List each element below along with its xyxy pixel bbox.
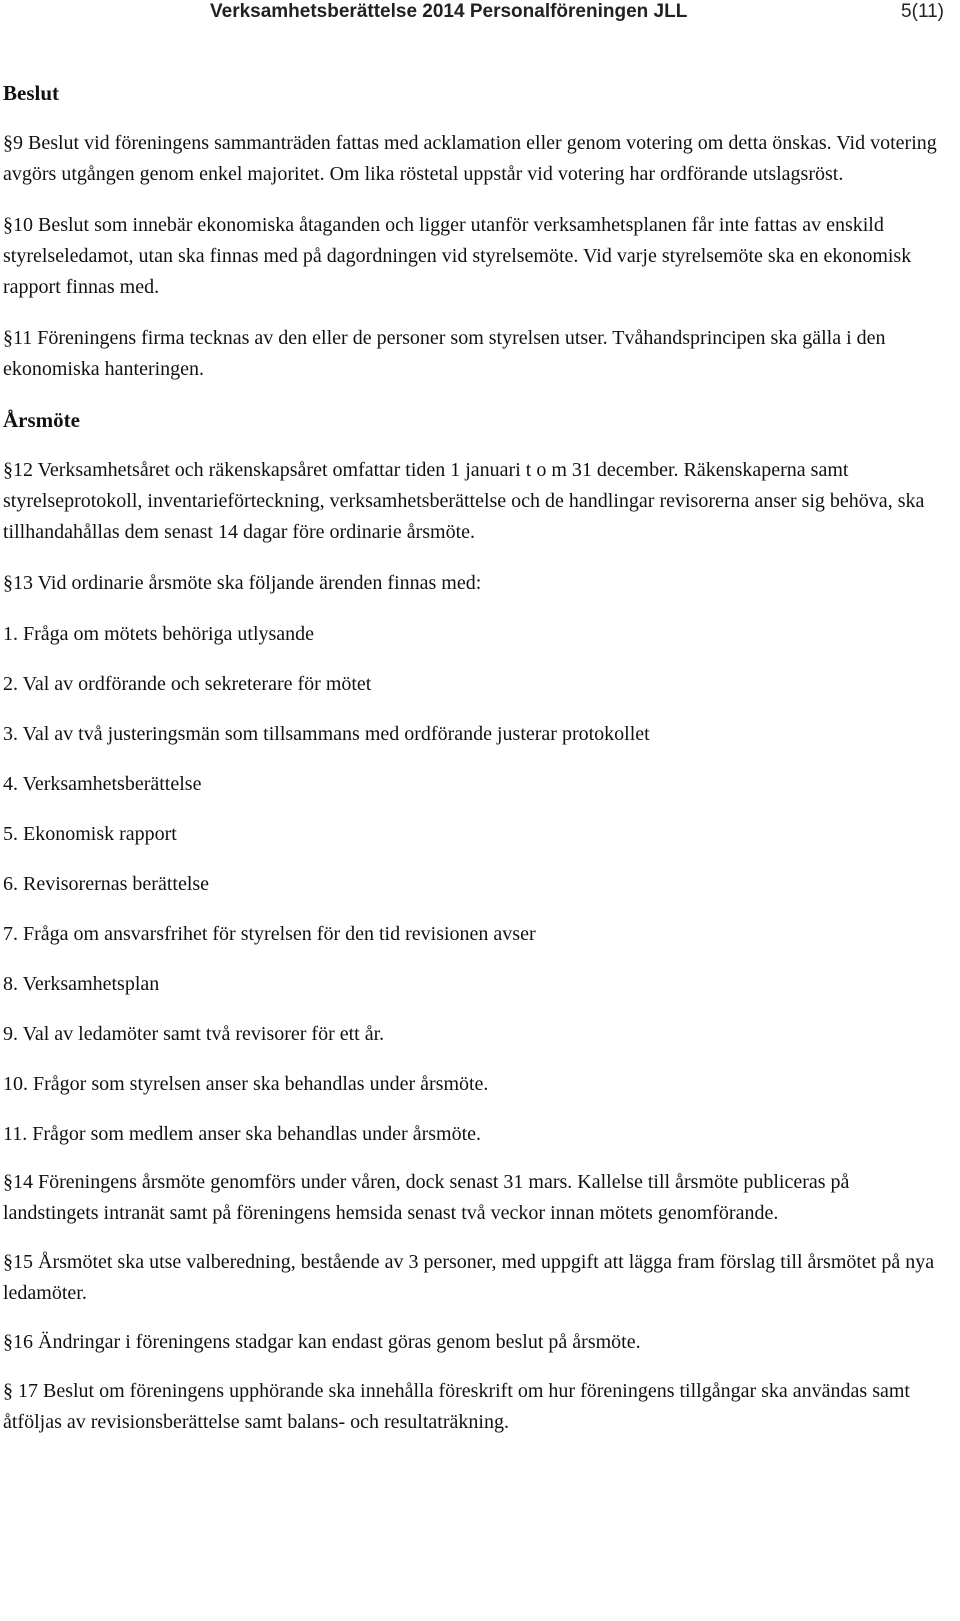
agenda-item: 8. Verksamhetsplan: [3, 973, 160, 995]
agenda-item: 6. Revisorernas berättelse: [3, 873, 210, 895]
agenda-item: 9. Val av ledamöter samt två revisorer för ett år.: [3, 1023, 385, 1045]
agenda-item: 5. Ekonomisk rapport: [3, 823, 177, 845]
agenda-item: 11. Frågor som medlem anser ska behandlas under årsmöte.: [3, 1123, 482, 1145]
agenda-item: 3. Val av två justeringsmän som tillsammans med ordförande justerar protokollet: [3, 723, 650, 745]
document-body: [3, 80, 943, 1438]
agenda-item: 1. Fråga om mötets behöriga utlysande: [3, 623, 315, 645]
agenda-item: 10. Frågor som styrelsen anser ska behandlas under årsmöte.: [3, 1073, 489, 1095]
paragraph-13: §13 Vid ordinarie årsmöte ska följande ärenden finnas med:: [3, 572, 482, 594]
paragraph-10: §10 Beslut som innebär ekonomiska åtaganden och ligger utanför verksamhetsplanen får inte fattas av enskild styrelseledamot, utan ska finnas med på dagordningen vid styrelsemöte. Vid varje styrelsemöte ska en ekonomisk rapport finnas med.: [3, 214, 912, 298]
heading-beslut: Beslut: [3, 81, 60, 105]
header-title: Verksamhetsberättelse 2014 Personalföreningen JLL: [210, 1, 688, 22]
agenda-item: 4. Verksamhetsberättelse: [3, 773, 202, 795]
heading-arsmote: Årsmöte: [3, 408, 80, 432]
page-header: [0, 0, 944, 30]
page-number: 5(11): [901, 1, 944, 22]
paragraph-14: §14 Föreningens årsmöte genomförs under våren, dock senast 31 mars. Kallelse till årsmöte publiceras på landstingets intranät samt på föreningens hemsida senast två veckor innan mötets genomförande.: [3, 1171, 850, 1224]
paragraph-15: §15 Årsmötet ska utse valberedning, bestående av 3 personer, med uppgift att lägga fram förslag till årsmötet på nya ledamöter.: [3, 1251, 935, 1304]
agenda-item: 2. Val av ordförande och sekreterare för mötet: [3, 673, 372, 695]
paragraph-9: §9 Beslut vid föreningens sammanträden fattas med acklamation eller genom votering om detta önskas. Vid votering avgörs utgången genom enkel majoritet. Om lika röstetal uppstår vid votering har ordförande utslagsröst.: [3, 132, 937, 185]
paragraph-17: § 17 Beslut om föreningens upphörande ska innehålla föreskrift om hur föreningens tillgångar ska användas samt åtföljas av revisionsberättelse samt balans- och resultaträkning.: [3, 1380, 910, 1433]
agenda-item: 7. Fråga om ansvarsfrihet för styrelsen för den tid revisionen avser: [3, 923, 536, 945]
paragraph-16: §16 Ändringar i föreningens stadgar kan endast göras genom beslut på årsmöte.: [3, 1331, 641, 1353]
agenda-list: [3, 619, 943, 1149]
paragraph-12: §12 Verksamhetsåret och räkenskapsåret omfattar tiden 1 januari t o m 31 december. Räkenskaperna samt styrelseprotokoll, inventarieförteckning, verksamhetsberättelse och de handlingar revisorerna anser sig behöva, ska tillhandahållas dem senast 14 dagar före ordinarie årsmöte.: [3, 459, 925, 543]
paragraph-11: §11 Föreningens firma tecknas av den eller de personer som styrelsen utser. Tvåhandsprincipen ska gälla i den ekonomiska hanteringen.: [3, 327, 886, 380]
